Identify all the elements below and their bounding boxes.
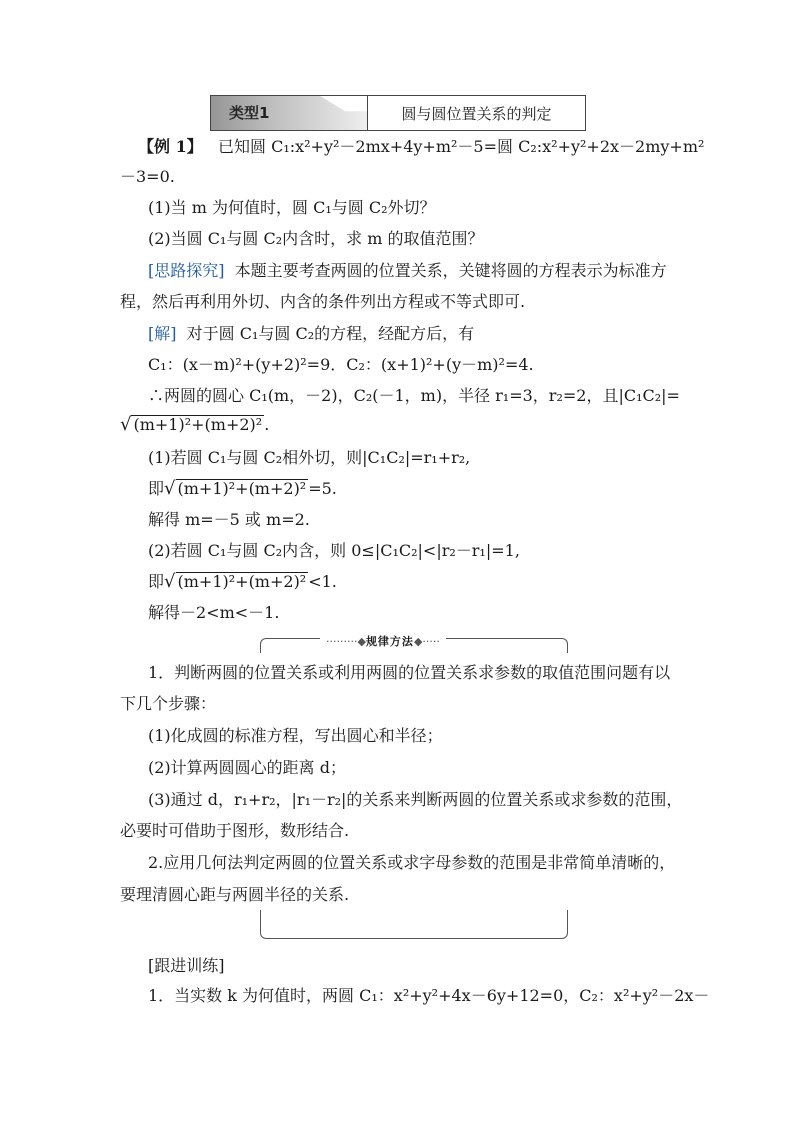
example-line-1	[138, 136, 704, 158]
solution-step2c: 解得－2<m<－1.	[148, 603, 280, 622]
type-label: 类型1	[229, 104, 270, 122]
sqrt-sign: √	[164, 478, 176, 499]
approach-tag: [思路探究]	[148, 261, 225, 280]
method-frame-label	[320, 633, 446, 649]
sqrt-sign: √	[164, 571, 176, 592]
sqrt-sign: √	[120, 414, 132, 435]
example-question-2: (2)当圆 C₁与圆 C₂内含时，求 m 的取值范围？	[148, 229, 484, 248]
distance-radicand: (m+1)²+(m+2)²	[133, 415, 263, 434]
solution-tag: [解]	[148, 324, 177, 343]
method-label: 规律方法	[365, 635, 414, 648]
method-p2-line-2: 要理清圆心距与两圆半径的关系.	[120, 885, 350, 904]
practice-tag: [跟进训练]	[148, 956, 225, 975]
method-step-1: (1)化成圆的标准方程，写出圆心和半径；	[148, 726, 443, 745]
approach-text-1: 本题主要考查两圆的位置关系，关键将圆的方程表示为标准方	[234, 261, 667, 280]
solution-intro: 对于圆 C₁与圆 C₂的方程，经配方后，有	[186, 324, 475, 343]
method-frame-bottom	[260, 910, 568, 939]
type-header-box	[210, 95, 586, 131]
example-line-2: －3=0.	[120, 167, 175, 186]
solution-equations: C₁：(x－m)²+(y+2)²=9．C₂：(x+1)²+(y－m)²=4.	[148, 355, 534, 374]
method-step-3a: (3)通过 d，r₁+r₂，|r₁－r₂|的关系来判断两圆的位置关系或求参数的范围，	[148, 790, 683, 809]
approach-line-2: 程，然后再利用外切、内含的条件列出方程或不等式即可.	[120, 292, 526, 311]
solution-distance-line: √ (m+1)²+(m+2)² .	[120, 414, 270, 435]
solution-centers: ∴两圆的圆心 C₁(m，－2)，C₂(－1，m)，半径 r₁=3，r₂=2，且|C₁C₂|=	[148, 386, 680, 405]
method-step-2: (2)计算两圆圆心的距离 d；	[148, 758, 346, 777]
example-statement: 已知圆 C₁:x²+y²－2mx+4y+m²－5=圆 C₂:x²+y²+2x－2my+m²	[217, 137, 705, 156]
example-tag: 【例 1】	[138, 137, 203, 156]
step2b-prefix: 即	[148, 572, 165, 591]
method-p1-line-1: 1．判断两圆的位置关系或利用两圆的位置关系求参数的取值范围问题有以	[148, 663, 671, 682]
step1b-prefix: 即	[148, 479, 165, 498]
type-label-cell	[211, 96, 368, 130]
method-p2-line-1: 2.应用几何法判定两圆的位置关系或求字母参数的范围是非常简单清晰的，	[148, 853, 676, 872]
solution-step2b	[148, 571, 337, 593]
method-dots-right: ◆·····	[413, 635, 440, 648]
step2b-suffix: <1.	[308, 572, 337, 591]
step1b-radicand: (m+1)²+(m+2)²	[177, 479, 307, 498]
example-question-1: (1)当 m 为何值时，圆 C₁与圆 C₂外切？	[148, 198, 436, 217]
solution-step2a: (2)若圆 C₁与圆 C₂内含，则 0≤|C₁C₂|<|r₂－r₁|=1,	[148, 541, 520, 560]
type-title: 圆与圆位置关系的判定	[401, 104, 552, 123]
approach-line-1	[148, 260, 667, 282]
step2b-radicand: (m+1)²+(m+2)²	[177, 572, 307, 591]
method-dots-left: ·········◆	[326, 635, 366, 648]
solution-step1b	[148, 478, 337, 500]
solution-step1c: 解得 m=－5 或 m=2.	[148, 510, 310, 529]
practice-question-1: 1．当实数 k 为何值时，两圆 C₁：x²+y²+4x－6y+12=0，C₂：x²+y²－2x－	[148, 986, 710, 1005]
solution-step1a: (1)若圆 C₁与圆 C₂相外切，则|C₁C₂|=r₁+r₂,	[148, 448, 471, 467]
method-step-3b: 必要时可借助于图形，数形结合.	[120, 821, 350, 840]
solution-intro-line	[148, 323, 474, 345]
method-p1-line-2: 下几个步骤：	[120, 694, 217, 713]
step1b-suffix: =5.	[308, 479, 337, 498]
